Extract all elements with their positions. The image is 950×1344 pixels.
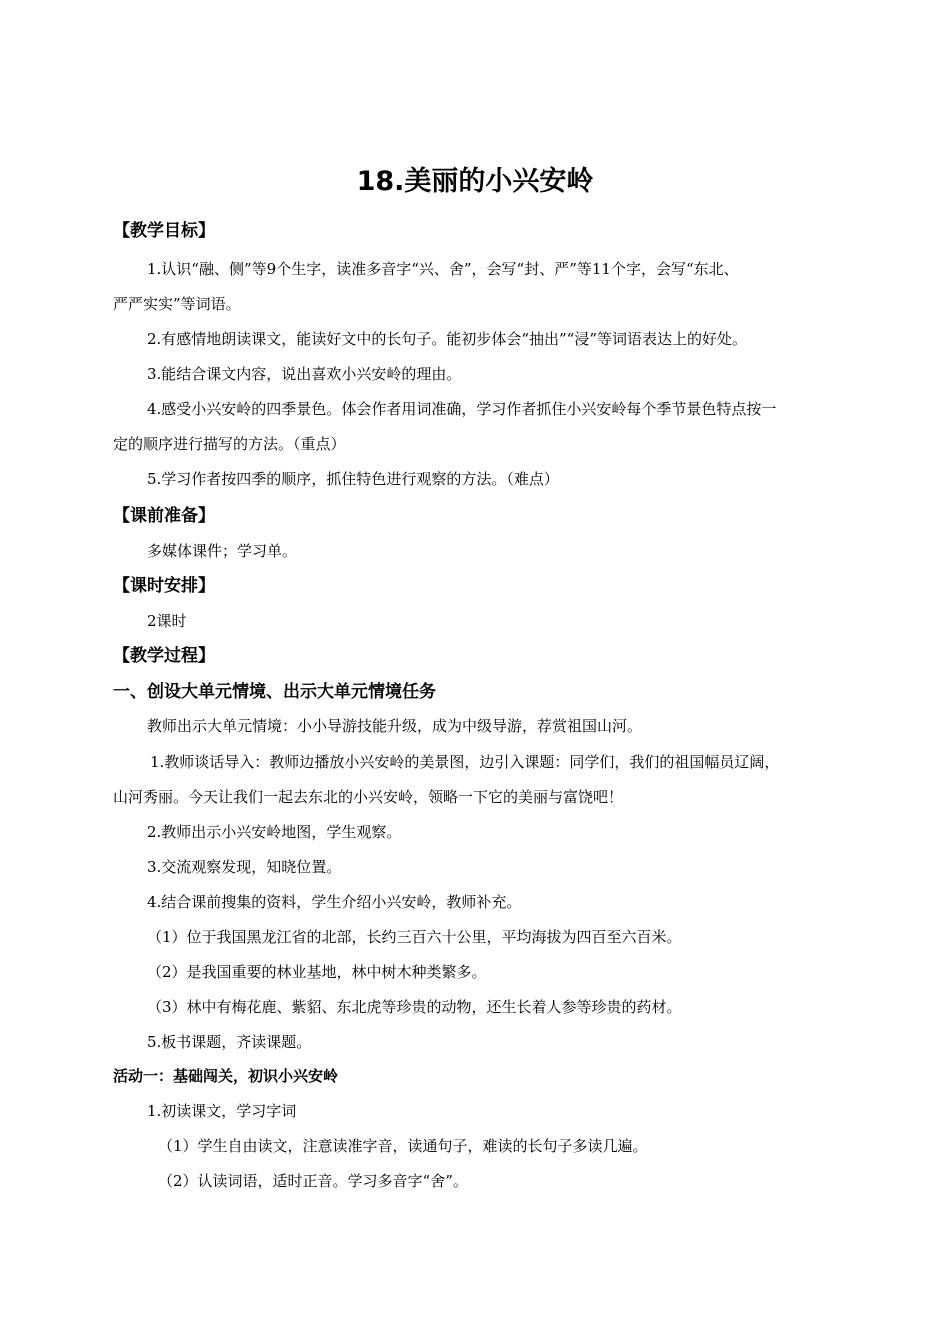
page-title: 18.美丽的小兴安岭 — [356, 166, 594, 197]
prep-text: 多媒体课件；学习单。 — [147, 542, 298, 560]
process-line: （2）是我国重要的林业基地，林中树木种类繁多。 — [147, 963, 487, 981]
part1-heading: 一、创设大单元情境、出示大单元情境任务 — [113, 682, 436, 702]
activity-line: 1.初读课文，学习字词 — [147, 1102, 297, 1120]
activity-line: （1）学生自由读文，注意读准字音，读通句子，难读的长句子多读几遍。 — [158, 1137, 648, 1155]
process-line: 1.教师谈话导入：教师边播放小兴安岭的美景图，边引入课题：同学们，我们的祖国幅员辽阔， — [150, 753, 780, 771]
goal-line: 严严实实”等词语。 — [113, 295, 241, 313]
process-line: 山河秀丽。今天让我们一起去东北的小兴安岭，领略一下它的美丽与富饶吧！ — [113, 788, 624, 806]
process-heading: 【教学过程】 — [113, 646, 215, 666]
goal-line: 3.能结合课文内容，说出喜欢小兴安岭的理由。 — [147, 365, 462, 383]
process-line: 3.交流观察发现，知晓位置。 — [147, 858, 342, 876]
process-line: 4.结合课前搜集的资料，学生介绍小兴安岭，教师补充。 — [147, 893, 522, 911]
goal-line: 5.学习作者按四季的顺序，抓住特色进行观察的方法。（难点） — [147, 470, 559, 488]
goal-line: 1.认识“融、侧”等9个生字，读准多音字“兴、舍”，会写“封、严”等11个字，会写“东北、 — [147, 260, 739, 278]
process-line: （1）位于我国黑龙江省的北部，长约三百六十公里，平均海拔为四百至六百米。 — [147, 928, 682, 946]
activity1-heading: 活动一：基础闯关，初识小兴安岭 — [113, 1067, 339, 1085]
prep-heading: 【课前准备】 — [113, 506, 215, 526]
activity-line: （2）认读词语，适时正音。学习多音字“舍”。 — [158, 1172, 468, 1190]
process-line: 教师出示大单元情境：小小导游技能升级，成为中级导游，荐赏祖国山河。 — [147, 717, 643, 735]
schedule-heading: 【课时安排】 — [113, 576, 215, 596]
schedule-text: 2课时 — [147, 612, 187, 630]
goal-line: 4.感受小兴安岭的四季景色。体会作者用词准确，学习作者抓住小兴安岭每个季节景色特点按一 — [147, 400, 777, 418]
goals-heading: 【教学目标】 — [113, 221, 215, 241]
process-line: 5.板书课题，齐读课题。 — [147, 1033, 312, 1051]
process-line: 2.教师出示小兴安岭地图，学生观察。 — [147, 823, 402, 841]
process-line: （3）林中有梅花鹿、紫貂、东北虎等珍贵的动物，还生长着人参等珍贵的药材。 — [147, 998, 682, 1016]
goal-line: 定的顺序进行描写的方法。（重点） — [113, 435, 346, 453]
goal-line: 2.有感情地朗读课文，能读好文中的长句子。能初步体会“抽出”“浸”等词语表达上的好处。 — [147, 330, 747, 348]
